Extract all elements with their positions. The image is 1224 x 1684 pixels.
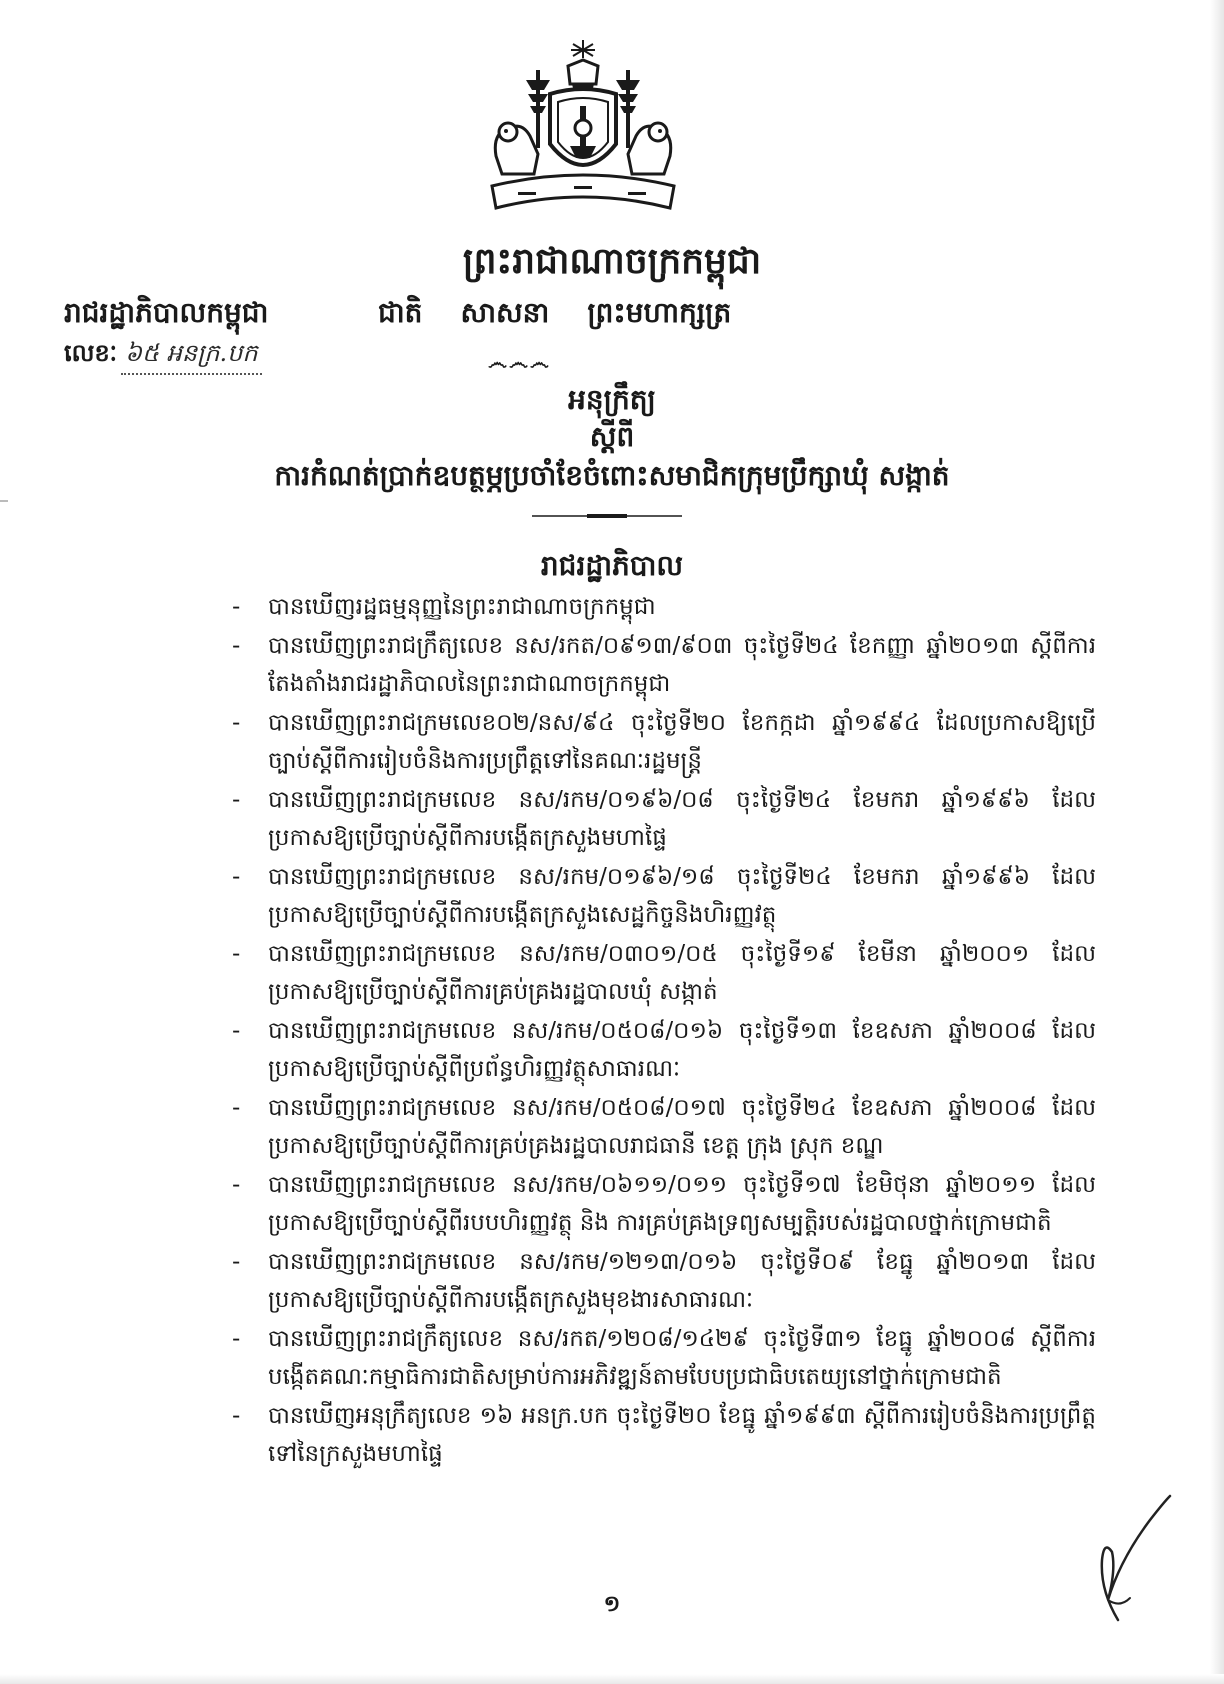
government-name: រាជរដ្ឋាភិបាលកម្ពុជា xyxy=(64,296,269,329)
title-rule xyxy=(532,513,682,519)
list-item: - បានឃើញព្រះរាជក្រមលេខ នស/រកម/១២១៣/០១៦ ចុះថ្ងៃទី០៩ ខែធ្នូ ឆ្នាំ២០១៣ ដែលប្រកាសឱ្យប្រើច្បាប់ស្តីពីការបង្កើតក្រសួងមុខងារសាធារណៈ xyxy=(226,1243,1096,1319)
bullet-dash: - xyxy=(232,710,241,736)
list-item: - បានឃើញរដ្ឋធម្មនុញ្ញនៃព្រះរាជាណាចក្រកម្ពុជា xyxy=(226,588,1096,626)
bullet-dash: - xyxy=(232,1249,241,1275)
number-label: លេខៈ xyxy=(64,339,118,367)
ornament-divider: ෴෴෴ xyxy=(488,350,551,374)
page-number: ១ xyxy=(603,1592,621,1617)
bullet-dash: - xyxy=(232,633,241,659)
list-item: - បានឃើញព្រះរាជក្រមលេខ០២/នស/៩៤ ចុះថ្ងៃទី២០ ខែកក្កដា ឆ្នាំ១៩៩៤ ដែលប្រកាសឱ្យប្រើច្បាប់ស្តីពីការរៀបចំនិងការប្រព្រឹត្តទៅនៃគណៈរដ្ឋមន្ត្រី xyxy=(226,704,1096,780)
motto-king: ព្រះមហាក្សត្រ xyxy=(587,296,732,329)
handwritten-signature-icon xyxy=(1060,1490,1180,1630)
document-type: អនុក្រឹត្យ xyxy=(568,383,656,416)
list-item: - បានឃើញព្រះរាជក្រមលេខ នស/រកម/០៥០៨/០១៦ ចុះថ្ងៃទី១៣ ខែឧសភា ឆ្នាំ២០០៨ ដែលប្រកាសឱ្យប្រើច្បាប់ស្តីពីប្រព័ន្ធហិរញ្ញវត្ថុសាធារណៈ xyxy=(226,1012,1096,1088)
bullet-dash: - xyxy=(232,941,241,967)
list-item: - បានឃើញព្រះរាជក្រឹត្យលេខ នស/រកត/០៩១៣/៩០៣ ចុះថ្ងៃទី២៤ ខែកញ្ញា ឆ្នាំ២០១៣ ស្តីពីការតែងតាំងរាជរដ្ឋាភិបាលនៃព្រះរាជាណាចក្រកម្ពុជា xyxy=(226,627,1096,703)
bullet-dash: - xyxy=(232,1018,241,1044)
list-item: - បានឃើញព្រះរាជក្រមលេខ នស/រកម/០១៩៦/០៨ ចុះថ្ងៃទី២៤ ខែមករា ឆ្នាំ១៩៩៦ ដែលប្រកាសឱ្យប្រើច្បាប់ស្តីពីការបង្កើតក្រសួងមហាផ្ទៃ xyxy=(226,781,1096,857)
margin-mark xyxy=(0,500,8,502)
bullet-dash: - xyxy=(232,787,241,813)
list-item: - បានឃើញព្រះរាជក្រមលេខ នស/រកម/០៦១១/០១១ ចុះថ្ងៃទី១៧ ខែមិថុនា ឆ្នាំ២០១១ ដែលប្រកាសឱ្យប្រើច្បាប់ស្តីពីរបបហិរញ្ញវត្ថុ និង ការគ្រប់គ្រងទ្រព្យសម្បត្តិរបស់រដ្ឋបាលថ្នាក់ក្រោមជាតិ xyxy=(226,1166,1096,1242)
list-item: - បានឃើញព្រះរាជក្រមលេខ នស/រកម/០១៩៦/១៨ ចុះថ្ងៃទី២៤ ខែមករា ឆ្នាំ១៩៩៦ ដែលប្រកាសឱ្យប្រើច្បាប់ស្តីពីការបង្កើតក្រសួងសេដ្ឋកិច្ចនិងហិរញ្ញវត្ថុ xyxy=(226,858,1096,934)
number-value: ៦៥ អនក្រ.បក xyxy=(121,338,262,375)
motto-nation: ជាតិ xyxy=(378,296,423,329)
list-item: - បានឃើញអនុក្រឹត្យលេខ ១៦ អនក្រ.បក ចុះថ្ងៃទី២០ ខែធ្នូ ឆ្នាំ១៩៩៣ ស្តីពីការរៀបចំនិងការប្រព្រឹត្តទៅនៃក្រសួងមហាផ្ទៃ xyxy=(226,1397,1096,1473)
government-heading: រាជរដ្ឋាភិបាល xyxy=(540,549,684,582)
page-edge-shadow-bottom xyxy=(0,1674,1224,1684)
royal-coat-of-arms-icon xyxy=(478,36,688,216)
bullet-dash: - xyxy=(232,1403,241,1429)
document-about: ស្តីពី xyxy=(589,420,635,453)
bullet-dash: - xyxy=(232,1172,241,1198)
list-item: - បានឃើញព្រះរាជក្រមលេខ នស/រកម/០៣០១/០៥ ចុះថ្ងៃទី១៩ ខែមីនា ឆ្នាំ២០០១ ដែលប្រកាសឱ្យប្រើច្បាប់ស្តីពីការគ្រប់គ្រងរដ្ឋបាលឃុំ សង្កាត់ xyxy=(226,935,1096,1011)
bullet-dash: - xyxy=(232,864,241,890)
list-item: - បានឃើញព្រះរាជក្រមលេខ នស/រកម/០៥០៨/០១៧ ចុះថ្ងៃទី២៤ ខែឧសភា ឆ្នាំ២០០៨ ដែលប្រកាសឱ្យប្រើច្បាប់ស្តីពីការគ្រប់គ្រងរដ្ឋបាលរាជធានី ខេត្ត ក្រុង ស្រុក ខណ្ឌ xyxy=(226,1089,1096,1165)
preamble-list xyxy=(226,588,1096,1474)
motto-religion: សាសនា xyxy=(460,296,550,329)
national-motto xyxy=(378,295,731,336)
list-item: - បានឃើញព្រះរាជក្រឹត្យលេខ នស/រកត/១២០៨/១៤២៩ ចុះថ្ងៃទី៣១ ខែធ្នូ ឆ្នាំ២០០៨ ស្តីពីការបង្កើតគណៈកម្មាធិការជាតិសម្រាប់ការអភិវឌ្ឍន៍តាមបែបប្រជាធិបតេយ្យនៅថ្នាក់ក្រោមជាតិ xyxy=(226,1320,1096,1396)
bullet-dash: - xyxy=(232,1095,241,1121)
document-number xyxy=(64,338,262,375)
bullet-dash: - xyxy=(232,1326,241,1352)
kingdom-title: ព្រះរាជាណាចក្រកម្ពុជា xyxy=(462,241,762,282)
document-subject: ការកំណត់ប្រាក់ឧបត្ថម្ភប្រចាំខែចំពោះសមាជិកក្រុមប្រឹក្សាឃុំ សង្កាត់ xyxy=(274,459,950,492)
bullet-dash: - xyxy=(232,594,241,620)
